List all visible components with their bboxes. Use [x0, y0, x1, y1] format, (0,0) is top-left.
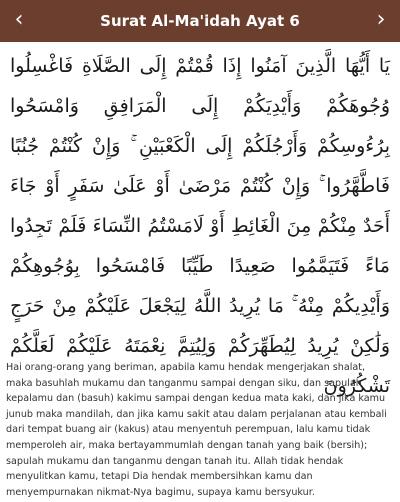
- page-title: Surat Al-Ma'idah Ayat 6: [100, 12, 300, 30]
- app-bar: [0, 0, 400, 42]
- verse-arabic-text: يَا أَيُّهَا الَّذِينَ آمَنُوا إِذَا قُمْتُمْ إِلَى الصَّلَاةِ فَاغْسِلُوا وُجُوهَكُمْ وَأَيْدِيَكُمْ إِلَى الْمَرَافِقِ وَامْسَحُوا بِرُءُوسِكُمْ وَأَرْجُلَكُمْ إِلَى الْكَعْبَيْنِ ۚ وَإِنْ كُنْتُمْ جُنُبًا فَاطَّهَّرُوا ۚ وَإِنْ كُنْتُمْ مَرْضَىٰ أَوْ عَلَىٰ سَفَرٍ أَوْ جَاءَ أَحَدٌ مِنْكُمْ مِنَ الْغَائِطِ أَوْ لَامَسْتُمُ النِّسَاءَ فَلَمْ تَجِدُوا مَاءً فَتَيَمَّمُوا صَعِيدًا طَيِّبًا فَامْسَحُوا بِوُجُوهِكُمْ وَأَيْدِيكُمْ مِنْهُ ۚ مَا يُرِيدُ اللَّهُ لِيَجْعَلَ عَلَيْكُمْ مِنْ حَرَجٍ وَلَٰكِنْ يُرِيدُ لِيُطَهِّرَكُمْ وَلِيُتِمَّ نِعْمَتَهُ عَلَيْكُمْ لَعَلَّكُمْ تَشْكُرُونَ: [10, 55, 390, 397]
- chevron-left-icon[interactable]: ‹: [14, 7, 24, 32]
- translation-text: Hai orang-orang yang beriman, apabila kamu hendak mengerjakan shalat, maka basuhlah mukamu dan tanganmu sampai dengan siku, dan sapulah kepalamu dan (basuh) kakimu sampai dengan kedua mata kaki, dan jika kamu junub maka mandilah, dan jika kamu sakit atau dalam perjalanan atau kembali dari tempat buang air (kakus) atau menyentuh perempuan, lalu kamu tidak memperoleh air, maka bertayammumlah dengan tanah yang baik (bersih); sapulah mukamu dan tanganmu dengan tanah itu. Allah tidak hendak menyulitkan kamu, tetapi Dia hendak membersihkan kamu dan menyempurnakan nikmat-Nya bagimu, supaya kamu bersyukur.: [6, 362, 387, 498]
- verse-translation: [6, 360, 394, 500]
- chevron-right-icon[interactable]: ›: [376, 7, 386, 32]
